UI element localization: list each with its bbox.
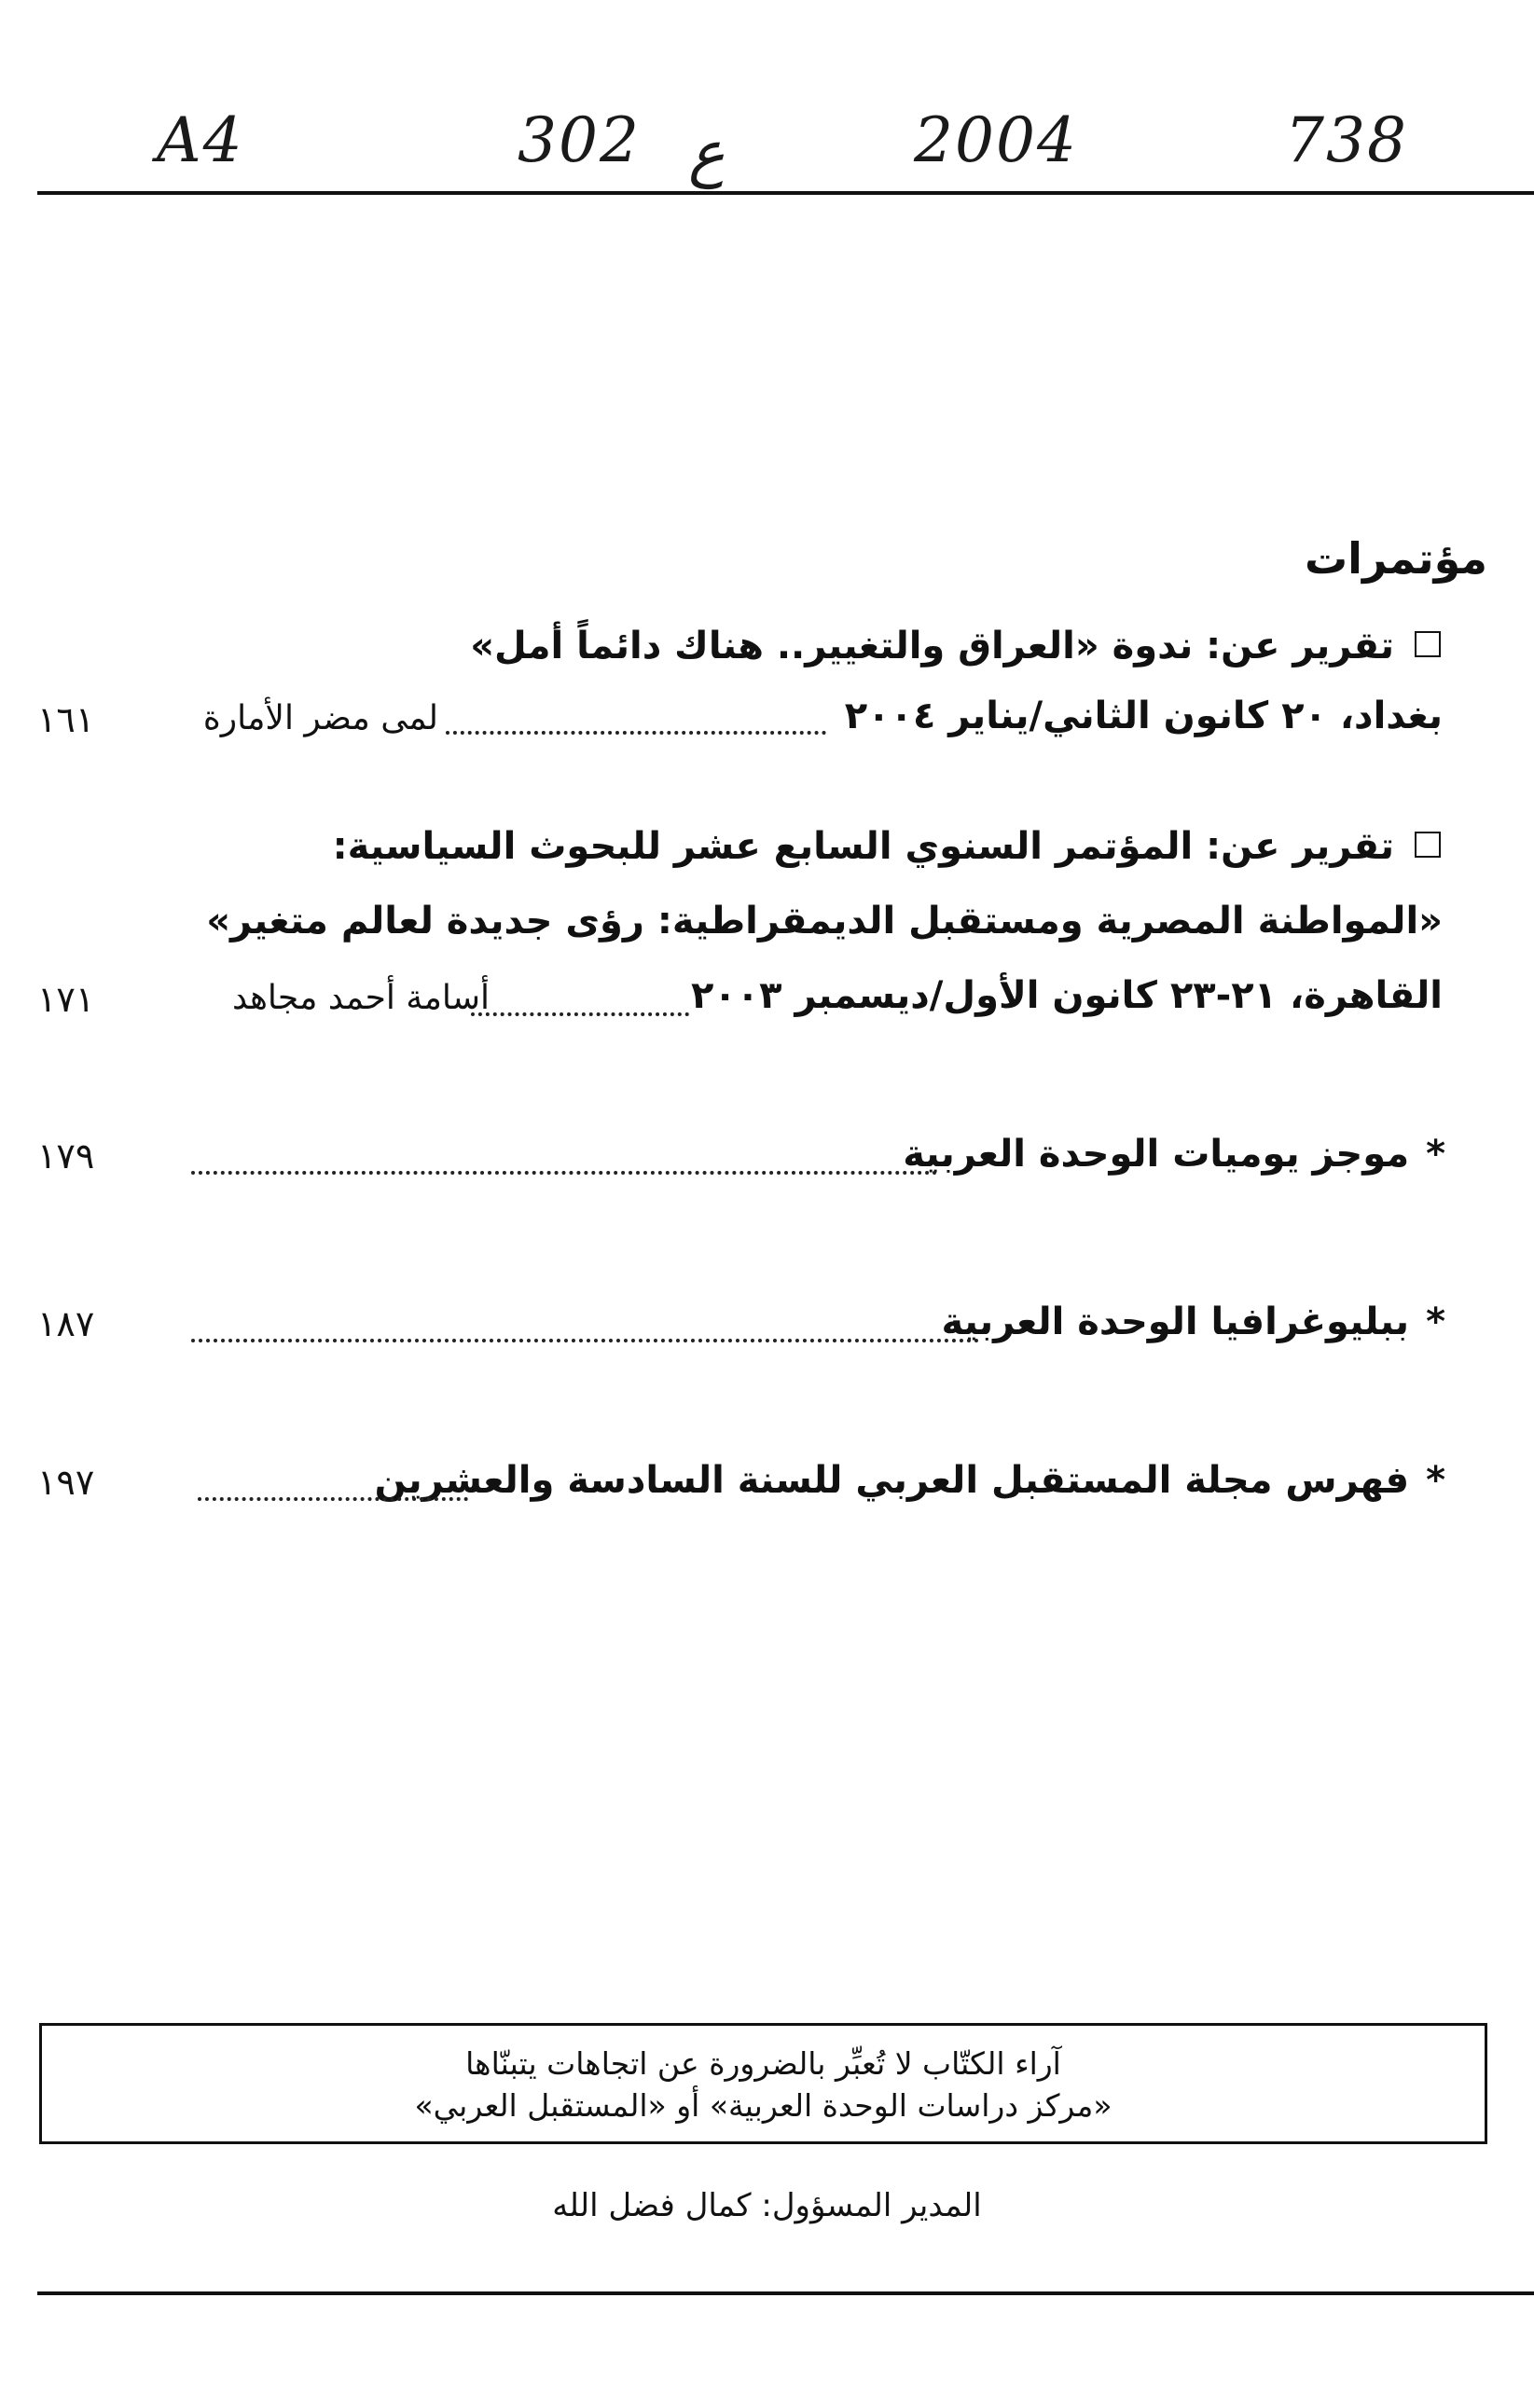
handwritten-a4: A4 (157, 104, 244, 176)
report-2-author: أسامة أحمد مجاهد (232, 979, 490, 1017)
leader-dots (446, 731, 826, 735)
star-item-1-page-number: ١٧٩ (37, 1135, 95, 1176)
asterisk-icon: * (1426, 1300, 1445, 1343)
star-item-1-label: موجز يوميات الوحدة العربية (903, 1133, 1410, 1176)
asterisk-icon: * (1426, 1133, 1445, 1176)
star-item-2-page-number: ١٨٧ (37, 1303, 95, 1344)
report-2-title (333, 825, 1441, 868)
report-1-title (470, 625, 1441, 667)
report-2-location: القاهرة، ٢١-٢٣ كانون الأول/ديسمبر ٢٠٠٣ (690, 974, 1443, 1017)
report-2-subtitle: «المواطنة المصرية ومستقبل الديمقراطية: رؤى جديدة لعالم متغير» (206, 900, 1443, 943)
star-item-1 (903, 1133, 1445, 1176)
star-item-2-label: ببليوغرافيا الوحدة العربية (941, 1300, 1410, 1343)
disclaimer-line-2: «مركز دراسات الوحدة العربية» أو «المستقبل العربي» (414, 2087, 1112, 2124)
star-item-3-label: فهرس مجلة المستقبل العربي للسنة السادسة والعشرين (374, 1459, 1410, 1502)
report-1-page-number: ١٦١ (37, 699, 95, 740)
handwritten-302: 302 (518, 104, 641, 176)
top-rule (37, 191, 1534, 195)
section-title: مؤتمرات (1304, 533, 1487, 584)
report-1-title-text: تقرير عن: ندوة «العراق والتغيير.. هناك دائماً أمل» (470, 625, 1394, 667)
report-1-author: لمى مضر الأمارة (202, 699, 438, 737)
star-item-3 (375, 1459, 1445, 1502)
star-item-2 (942, 1300, 1445, 1343)
handwritten-2004: 2004 (914, 104, 1078, 176)
report-2-title-text: تقرير عن: المؤتمر السنوي السابع عشر للبحوث السياسية: (332, 825, 1394, 868)
editor-in-charge: المدير المسؤول: كمال فضل الله (552, 2187, 982, 2224)
leader-dots (198, 1497, 468, 1501)
disclaimer-line-1: آراء الكتّاب لا تُعبِّر بالضرورة عن اتجاهات يتبنّاها (465, 2045, 1061, 2082)
leader-dots (191, 1171, 937, 1175)
leader-dots (471, 1012, 689, 1016)
report-2-page-number: ١٧١ (37, 979, 95, 1020)
handwritten-738: 738 (1285, 104, 1408, 176)
report-1-location: بغداد، ٢٠ كانون الثاني/يناير ٢٠٠٤ (844, 695, 1443, 737)
leader-dots (191, 1339, 979, 1342)
bottom-rule (37, 2291, 1534, 2295)
handwritten-ain: ع (688, 117, 726, 189)
checkbox-square-icon (1415, 631, 1441, 657)
star-item-3-page-number: ١٩٧ (37, 1462, 95, 1503)
checkbox-square-icon (1415, 832, 1441, 858)
asterisk-icon: * (1426, 1459, 1445, 1502)
disclaimer-box (39, 2023, 1487, 2144)
